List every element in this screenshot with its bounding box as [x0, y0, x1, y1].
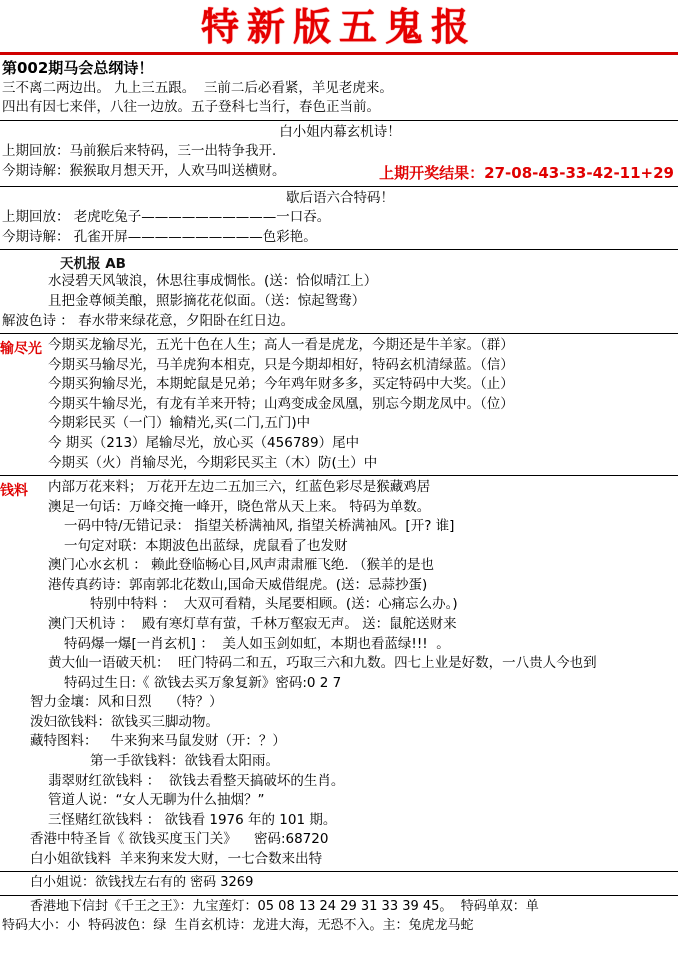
- bottom-line-2: 香港地下信封《千王之王》：九宝莲灯：05 08 13 24 29 31 33 39 45。 特码单双：单: [30, 899, 539, 915]
- shujinguang-line-5: 今期彩民买（一门）输精光,买(二门,五门)中: [48, 415, 311, 432]
- result-numbers: 27-08-43-33-42-11+29: [484, 163, 674, 182]
- qiancailiao-line-19: 香港中特圣旨《 欲钱买度玉门关》 密码:68720: [30, 831, 329, 848]
- lottery-result: [379, 162, 674, 183]
- qiancailiao-line-18: 三怪赌红欲钱料 ： 欲钱看 1976 年的 101 期。: [48, 811, 337, 828]
- shujinguang-line-6: 今 期买（213）尾输尽光，放心买（456789）尾中: [48, 434, 360, 451]
- shujinguang-line-4: 今期买牛输尽光，有龙有羊来开特；山鸡变成金凤凰，别忘今期龙凤中。（位）: [48, 395, 514, 412]
- qiancailiao-line-15: 第一手欲钱料：欲钱看太阳雨。: [90, 752, 279, 769]
- qiancailiao-line-17: 管道人说：“女人无聊为什么抽烟？”: [48, 792, 265, 809]
- qiancailiao-line-6: 港传真药诗：郭南郭北花数山,国命天威借绲虎。(送：忌蒜抄蛋): [48, 576, 428, 593]
- baixiaojie-line-2: 今期诗解：猴猴取月想天开，人欢马叫送横财。: [2, 162, 286, 179]
- qiancailiao-line-1: 内部万花来料； 万花开左边二五加三六，红蓝色彩尽是猴藏鸡居: [48, 479, 431, 496]
- result-label: 上期开奖结果：: [379, 163, 485, 182]
- baixiaojie-heading: 白小姐内幕玄机诗！: [279, 123, 401, 140]
- shujinguang-line-1: 今期买龙输尽光，五光十色在人生；高人一看是虎龙，今期还是牛羊家。（群）: [48, 337, 514, 354]
- tianji-heading: 天机报 AB: [60, 256, 126, 273]
- divider-2: [0, 186, 678, 187]
- shujinguang-line-3: 今期买狗输尽光，本期蛇鼠是兄弟；今年鸡年财多多，买定特码中大奖。（止）: [48, 376, 514, 393]
- divider-1: [0, 120, 678, 121]
- qiancailiao-line-14: 藏特图料： 牛来狗来马鼠发财（开：？）: [30, 733, 286, 750]
- tianji-line-1: 水浸碧天风皱浪，休思往事成惆怅。(送：恰似晴江上）: [48, 273, 378, 290]
- gangshi-line-2: 四出有因七来伴，八往一边放。五子登科七当行，春色正当前。: [2, 99, 380, 116]
- qiancailiao-line-3: 一码中特/无错记录： 指望关桥满袖风, 指望关桥满袖风。[开? 谁]: [64, 518, 455, 535]
- qiancailiao-line-4: 一句定对联：本期波色出蓝绿，虎鼠看了也发财: [64, 537, 348, 554]
- divider-4: [0, 333, 678, 334]
- divider-5: [0, 475, 678, 476]
- qiancailiao-section: [0, 478, 678, 869]
- xiehou-line-1: 上期回放： 老虎吃兔子——————————一口吞。: [2, 209, 331, 226]
- issue-line: [0, 58, 678, 79]
- bottom-line-1: 白小姐说：欲钱找左右有的 密码 3269: [30, 875, 254, 891]
- xiehou-line-2: 今期诗解： 孔雀开屏——————————色彩艳。: [2, 228, 317, 245]
- title-divider: [0, 52, 678, 55]
- divider-7: [0, 895, 678, 896]
- issue-subtitle: 马会总纲诗！: [63, 58, 154, 77]
- qiancailiao-line-11: 特码过生日:《 欲钱去买万象复新》密码:0 2 7: [64, 674, 342, 691]
- issue-number: 第002期: [2, 58, 64, 77]
- divider-6: [0, 871, 678, 872]
- qiancailiao-line-7: 特别中特料 ： 大双可看精，头尾要相顾。(送：心痛忘么办。): [90, 596, 458, 613]
- shujinguang-line-2: 今期买马输尽光，马羊虎狗本相克，只是今期却相好，特码玄机清绿蓝。（信）: [48, 356, 514, 373]
- qiancailiao-line-10: 黄大仙一语破天机： 旺门特码二和五，巧取三六和九数。四七上业是好数，一八贵人今也到: [48, 655, 597, 672]
- qiancailiao-label: 钱料: [0, 483, 28, 500]
- divider-3: [0, 249, 678, 250]
- qiancailiao-line-2: 澳足一句话：万峰交掩一峰开，晓色常从天上来。 特码为单数。: [48, 498, 431, 515]
- qiancailiao-line-16: 翡翠财红欲钱料 ： 欲钱去看整天搞破坏的生肖。: [48, 772, 345, 789]
- qiancailiao-line-5: 澳门心水玄机 ： 赖此登临畅心目,风声肃肃雁飞绝. （猴羊的是也: [48, 557, 434, 574]
- qiancailiao-line-9: 特码爆一爆[一肖玄机] ： 美人如玉剑如虹，本期也看蓝绿!!! 。: [64, 635, 450, 652]
- qiancailiao-line-20: 白小姐欲钱料 羊来狗来发大财，一七合数来出特: [30, 850, 323, 867]
- baixiaojie-line-1: 上期回放：马前猴后来特码，三一出特争我开．: [2, 143, 286, 160]
- qiancailiao-line-12: 智力金壤：风和日烈 （特？）: [30, 694, 223, 711]
- xiehou-heading: 歇后语六合特码！: [286, 189, 394, 206]
- qiancailiao-line-8: 澳门天机诗 ： 殿有寒灯草有萤，千林万壑寂无声。 送：鼠舵送财来: [48, 616, 457, 633]
- gangshi-line-1: 三不离二两边出。 九上三五跟。 三前二后必看紧，羊见老虎来。: [2, 79, 393, 96]
- tianji-line-3: 解波色诗 ： 春水带来绿花意，夕阳卧在红日边。: [2, 312, 295, 329]
- shujinguang-section: [0, 336, 678, 473]
- qiancailiao-line-13: 泼妇欲钱料：欲钱买三脚动物。: [30, 713, 219, 730]
- bottom-line-3: 特码大小：小 特码波色：绿 生肖玄机诗：龙进大海，无恐不入。主：兔虎龙马蛇: [2, 918, 474, 934]
- tianji-line-2: 且把金尊倾美酿，照影摘花花似面。（送：惊起鸳鸯）: [48, 293, 366, 310]
- shujinguang-label: 输尽光: [0, 341, 42, 358]
- shujinguang-line-7: 今期买（火）肖输尽光，今期彩民买主（木）防(土）中: [48, 454, 378, 471]
- page-title: 特新版五鬼报: [200, 4, 477, 49]
- result-row: [0, 162, 678, 184]
